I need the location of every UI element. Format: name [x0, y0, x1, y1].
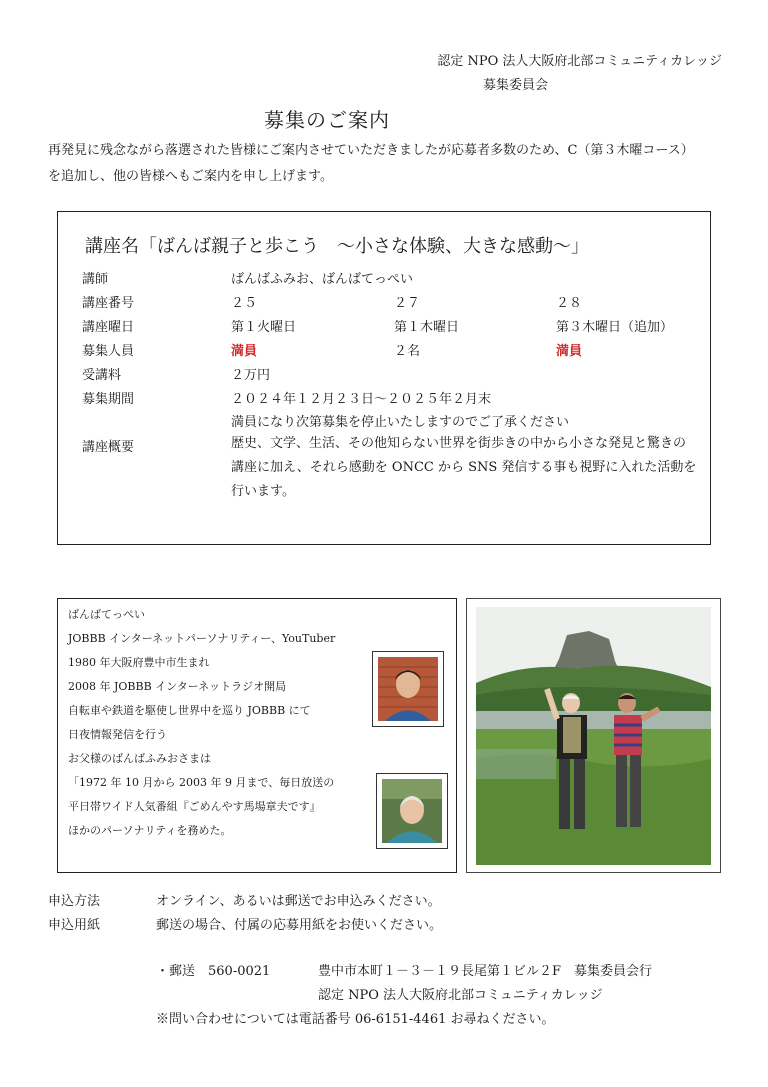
- apply-form-value: 郵送の場合、付属の応募用紙をお使いください。: [156, 918, 443, 933]
- bio-line: 日夜情報発信を行う: [68, 728, 167, 741]
- course-name: 講座名「ばんば親子と歩こう ～小さな体験、大きな感動～」: [85, 236, 589, 257]
- period-note: 満員になり次第募集を停止いたしますのでご了承ください: [231, 415, 570, 430]
- capacity-b: ２名: [394, 344, 421, 359]
- overview-label: 講座概要: [82, 440, 135, 455]
- apply-form-label: 申込用紙: [48, 918, 101, 933]
- committee-name: 募集委員会: [483, 78, 549, 93]
- course-day-b: 第１木曜日: [394, 320, 460, 335]
- bio-line: ばんばてっぺい: [68, 608, 145, 621]
- bio-line: 自転車や鉄道を駆使し世界中を巡り JOBBB にて: [68, 704, 311, 717]
- bio-line: 1980 年大阪府豊中市生まれ: [68, 656, 210, 669]
- fee-label: 受講料: [82, 368, 122, 383]
- capacity-a-full-badge: 満員: [231, 344, 258, 359]
- intro-text: [48, 138, 738, 190]
- organization-name: 認定 NPO 法人大阪府北部コミュニティカレッジ: [437, 54, 722, 69]
- overview-line-3: 行います。: [231, 484, 295, 499]
- course-info-box: [57, 211, 711, 545]
- page-title: 募集のご案内: [264, 108, 390, 132]
- portrait-teppei-image: [372, 651, 444, 727]
- portrait-teppei-graphic: [373, 652, 443, 726]
- bio-line: JOBBB インターネットパーソナリティー、YouTuber: [68, 632, 336, 645]
- postal-organization: 認定 NPO 法人大阪府北部コミュニティカレッジ: [318, 988, 603, 1003]
- postal-address: 豊中市本町１－３－１９長尾第１ビル２F 募集委員会行: [318, 964, 653, 979]
- instructor-label: 講師: [82, 272, 109, 287]
- bio-text: [68, 603, 335, 843]
- overview-line-1: 歴史、文学、生活、その他知らない世界を街歩きの中から小さな発見と驚きの: [231, 436, 687, 451]
- intro-line-2: を追加し、他の皆様へもご案内を申し上げます。: [48, 169, 333, 184]
- course-day-c: 第３木曜日（追加）: [556, 320, 674, 335]
- apply-method-label: 申込方法: [48, 894, 101, 909]
- course-number-label: 講座番号: [82, 296, 135, 311]
- bio-line: お父様のばんばふみおさまは: [68, 752, 211, 765]
- bio-line: 2008 年 JOBBB インターネットラジオ開局: [68, 680, 287, 693]
- intro-line-1: 再発見に残念ながら落選された皆様にご案内させていただきましたが応募者多数のため、C（第３木曜コース）: [48, 143, 694, 158]
- period-value: ２０２４年１２月２３日～２０２５年２月末: [231, 392, 492, 407]
- course-number-b: ２７: [394, 296, 421, 311]
- capacity-c-full-badge: 満員: [556, 344, 583, 359]
- field-photo-graphic: [467, 599, 720, 872]
- overview-line-2: 講座に加え、それら感動を ONCC から SNS 発信する事も視野に入れた活動を: [231, 460, 697, 475]
- postal-code: ・郵送 560-0021: [156, 964, 271, 979]
- bio-line: 「1972 年 10 月から 2003 年 9 月まで、毎日放送の: [68, 776, 335, 789]
- portrait-fumio-image: [376, 773, 448, 849]
- contact-info: ※問い合わせについては電話番号 06-6151-4461 お尋ねください。: [156, 1012, 555, 1027]
- apply-method-value: オンライン、あるいは郵送でお申込みください。: [156, 894, 441, 909]
- instructor-value: ばんばふみお、ばんばてっぺい: [231, 272, 414, 287]
- course-day-label: 講座曜日: [82, 320, 135, 335]
- bio-line: ほかのパーソナリティを務めた。: [68, 824, 232, 837]
- course-day-a: 第１火曜日: [231, 320, 297, 335]
- period-label: 募集期間: [82, 392, 135, 407]
- course-number-c: ２８: [556, 296, 583, 311]
- course-number-a: ２５: [231, 296, 258, 311]
- instructor-bio-box: [57, 598, 457, 873]
- portrait-fumio-graphic: [377, 774, 447, 848]
- capacity-label: 募集人員: [82, 344, 135, 359]
- overview-text: [231, 432, 701, 504]
- bio-line: 平日帯ワイド人気番組『ごめんやす馬場章夫です』: [68, 800, 321, 813]
- fee-value: ２万円: [231, 368, 271, 383]
- field-photo: [466, 598, 721, 873]
